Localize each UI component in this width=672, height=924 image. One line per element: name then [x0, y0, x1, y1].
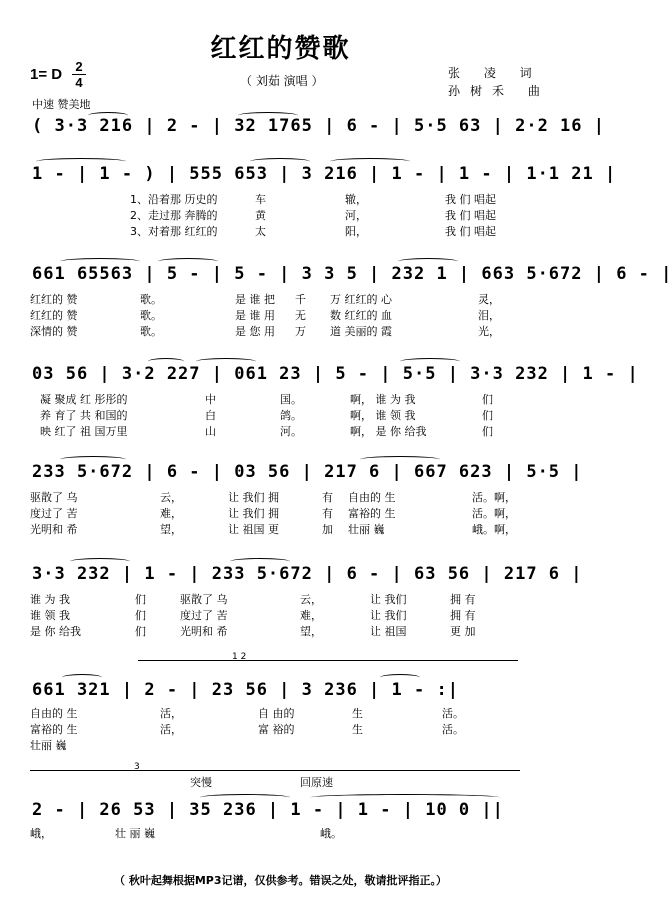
lyric: 峨。啊，: [472, 523, 516, 536]
lyric: 泪，: [478, 309, 500, 322]
tie: [330, 158, 410, 165]
lyric: 富 裕的: [258, 723, 295, 736]
lyric: 活。: [442, 723, 464, 736]
score-system-7: 661 321 | 2 - | 23 56 | 3 236 | 1 - :|: [32, 680, 459, 700]
lyric: 光明和 希: [30, 523, 78, 536]
volta-number: 1 2: [232, 652, 247, 662]
lyric: 们: [135, 609, 146, 622]
lyric: 3、对着那 红红的: [130, 225, 218, 238]
slur: [380, 674, 420, 681]
lyric: 河，: [345, 209, 367, 222]
lyric: 道 美丽的 霞: [330, 325, 392, 338]
lyric: 白: [205, 409, 216, 422]
lyric: 驱散了 乌: [30, 491, 78, 504]
lyric: 让 祖国: [370, 625, 407, 638]
lyric: 是 您 用: [235, 325, 275, 338]
lyric: 让 我们: [370, 593, 407, 606]
lyric: 鸽。: [280, 409, 302, 422]
lyric: 活。: [442, 707, 464, 720]
lyric: 无: [295, 309, 306, 322]
lyric: 2、走过那 奔腾的: [130, 209, 218, 222]
lyric: 峨，: [30, 827, 52, 840]
lyric: 红红的 赞: [30, 293, 78, 306]
lyric: 度过了 苦: [180, 609, 228, 622]
lyric: 啊， 谁 为 我: [350, 393, 416, 406]
lyric: 河。: [280, 425, 302, 438]
slur: [238, 112, 298, 119]
lyric: 太: [255, 225, 266, 238]
tempo-marking: 中速 赞美地: [32, 98, 91, 111]
lyric: 数 红红的 血: [330, 309, 392, 322]
lyricist-credit: 张 凌 词: [448, 66, 542, 80]
lyric: 壮丽 巍: [30, 739, 67, 752]
volta-number: 3: [134, 762, 140, 772]
score-system-4: 03 56 | 3·2 227 | 061 23 | 5 - | 5·5 | 3·3 232 | 1 - |: [32, 364, 639, 384]
lyric: 拥 有: [450, 609, 476, 622]
lyric: 自 由的: [258, 707, 295, 720]
slur: [70, 558, 130, 565]
meter-bottom: 4: [75, 75, 83, 90]
slur: [88, 112, 128, 119]
lyric: 拥 有: [450, 593, 476, 606]
score-system-1: ( 3·3 216 | 2 - | 32 1765 | 6 - | 5·5 63 | 2·2 16 |: [32, 116, 605, 136]
lyric: 是 谁 用: [235, 309, 275, 322]
lyric: 壮丽 巍: [348, 523, 385, 536]
slur: [62, 674, 102, 681]
lyric: 云，: [300, 593, 322, 606]
slur: [250, 158, 310, 165]
lyric: 阳，: [345, 225, 367, 238]
score-system-3: 661 65563 | 5 - | 5 - | 3 3 5 | 232 1 | 663 5·672 | 6 - |: [32, 264, 672, 284]
lyric: 让 我们 拥: [228, 491, 279, 504]
slur: [230, 558, 290, 565]
time-signature: [72, 60, 86, 89]
lyric: 灵，: [478, 293, 500, 306]
slur: [398, 258, 458, 265]
lyric: 辙，: [345, 193, 367, 206]
lyric: 千: [295, 293, 306, 306]
lyric: 谁 为 我: [30, 593, 70, 606]
lyric: 车: [255, 193, 266, 206]
tie: [36, 158, 126, 165]
lyric: 歌。: [140, 293, 162, 306]
score-system-5: 233 5·672 | 6 - | 03 56 | 217 6 | 667 623 | 5·5 |: [32, 462, 583, 482]
lyric: 是 你 给我: [30, 625, 81, 638]
tempo-mark-a-tempo: 回原速: [300, 776, 333, 789]
lyric: 望，: [160, 523, 182, 536]
slur: [360, 456, 440, 463]
lyric: 加: [322, 523, 333, 536]
singer-credit: （ 刘茹 演唱 ）: [240, 74, 324, 88]
lyric: 活，: [160, 723, 182, 736]
tie: [310, 794, 500, 801]
lyric: 让 祖国 更: [228, 523, 279, 536]
lyric: 富裕的 生: [348, 507, 396, 520]
lyric: 映 红了 祖 国万里: [40, 425, 128, 438]
slur: [196, 358, 256, 365]
lyric: 有: [322, 491, 333, 504]
lyric: 驱散了 乌: [180, 593, 228, 606]
slur: [200, 794, 290, 801]
lyric: 们: [135, 593, 146, 606]
lyric: 自由的 生: [30, 707, 78, 720]
lyric: 有: [322, 507, 333, 520]
lyric: 凝 聚成 红 彤彤的: [40, 393, 128, 406]
slur: [60, 258, 140, 265]
lyric: 让 我们: [370, 609, 407, 622]
lyric: 万 红红的 心: [330, 293, 392, 306]
lyric: 黄: [255, 209, 266, 222]
volta-bracket-3: [30, 770, 520, 779]
lyric: 峨。: [320, 827, 342, 840]
lyric: 红红的 赞: [30, 309, 78, 322]
lyric: 难，: [160, 507, 182, 520]
lyric: 歌。: [140, 309, 162, 322]
slur: [148, 358, 184, 365]
lyric: 养 育了 共 和国的: [40, 409, 128, 422]
tempo-mark-ritardando: 突慢: [190, 776, 212, 789]
lyric: 活。啊，: [472, 507, 516, 520]
lyric: 云，: [160, 491, 182, 504]
lyric: 壮 丽 巍: [115, 827, 155, 840]
lyric: 们: [482, 393, 493, 406]
volta-bracket-1-2: [138, 660, 518, 669]
lyric: 富裕的 生: [30, 723, 78, 736]
lyric: 生: [352, 707, 363, 720]
lyric: 们: [482, 409, 493, 422]
lyric: 自由的 生: [348, 491, 396, 504]
lyric: 生: [352, 723, 363, 736]
key-signature: 1= D: [30, 66, 63, 83]
lyric: 山: [205, 425, 216, 438]
song-title: 红红的赞歌: [210, 34, 351, 64]
score-system-2: 1 - | 1 - ) | 555 653 | 3 216 | 1 - | 1 - | 1·1 21 |: [32, 164, 617, 184]
score-system-6: 3·3 232 | 1 - | 233 5·672 | 6 - | 63 56 | 217 6 |: [32, 564, 583, 584]
lyric: 光明和 希: [180, 625, 228, 638]
lyric: 我 们 唱起: [445, 193, 496, 206]
meter-top: 2: [75, 59, 83, 74]
lyric: 谁 领 我: [30, 609, 70, 622]
lyric: 歌。: [140, 325, 162, 338]
lyric: 望，: [300, 625, 322, 638]
lyric: 我 们 唱起: [445, 225, 496, 238]
lyric: 中: [205, 393, 216, 406]
lyric: 1、沿着那 历史的: [130, 193, 218, 206]
lyric: 们: [135, 625, 146, 638]
lyric: 是 谁 把: [235, 293, 275, 306]
transcription-note: （ 秋叶起舞根据MP3记谱，仅供参考。错误之处，敬请批评指正。）: [114, 874, 447, 887]
lyric: 让 我们 拥: [228, 507, 279, 520]
lyric: 更 加: [450, 625, 476, 638]
lyric: 们: [482, 425, 493, 438]
lyric: 度过了 苦: [30, 507, 78, 520]
lyric: 难，: [300, 609, 322, 622]
composer-credit: 孙树禾 曲: [448, 84, 550, 98]
lyric: 啊， 是 你 给我: [350, 425, 427, 438]
slur: [400, 358, 460, 365]
lyric: 光，: [478, 325, 500, 338]
tie: [158, 258, 218, 265]
lyric: 万: [295, 325, 306, 338]
lyric: 啊， 谁 领 我: [350, 409, 416, 422]
lyric: 活，: [160, 707, 182, 720]
lyric: 我 们 唱起: [445, 209, 496, 222]
lyric: 活。啊，: [472, 491, 516, 504]
score-system-8: 2 - | 26 53 | 35 236 | 1 - | 1 - | 10 0 ||: [32, 800, 504, 820]
lyric: 深情的 赞: [30, 325, 78, 338]
lyric: 国。: [280, 393, 302, 406]
slur: [60, 456, 126, 463]
